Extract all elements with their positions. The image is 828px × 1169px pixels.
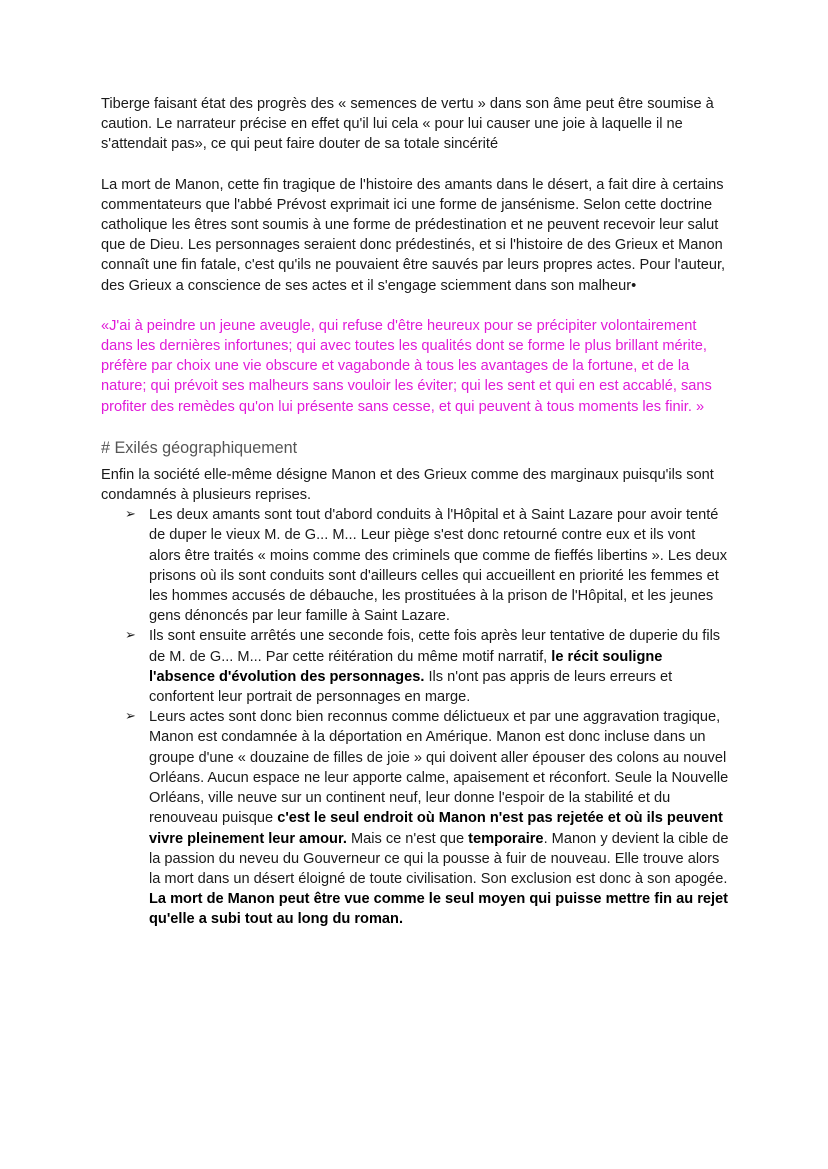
section-heading: # Exilés géographiquement — [101, 438, 298, 457]
document-page — [101, 94, 729, 930]
bullet-text: Mais ce n'est que — [346, 830, 469, 847]
list-item — [101, 626, 729, 707]
arrow-bullet-icon: ➢ — [125, 628, 136, 644]
list-item — [101, 505, 729, 626]
bullet-emphasis: temporaire — [468, 830, 544, 847]
bullet-text: Ils n'ont pas appris de leurs erreurs et confortent leur portrait de personnages en marge. — [149, 668, 673, 706]
bullet-emphasis: le récit souligne l'absence d'évolution des personnages. — [149, 648, 663, 685]
arrow-bullet-icon: ➢ — [125, 507, 136, 523]
arrow-bullet-icon: ➢ — [125, 709, 136, 725]
quote-prevost: «J'ai à peindre un jeune aveugle, qui refuse d'être heureux pour se précipiter volontairement dans les dernières infortunes; qui avec toutes les qualités dont se forme le plus brillant mérite, préfère par choix une vie obscure et vagabonde à tous les avantages de la fortune, et de la nature; qui prévoit ses malheurs sans vouloir les éviter; qui les sent et qui en est accablé, sans profiter des remèdes qu'on lui présente sans cesse, et qui peuvent à tous moments les finir. » — [101, 317, 712, 415]
bullet-text: Les deux amants sont tout d'abord conduits à l'Hôpital et à Saint Lazare pour avoir tenté de duper le vieux M. de G... M... Leur piège s'est donc retourné contre eux et ils vont alors être traités « moins comme des criminels que comme de fieffés libertins ». Les deux prisons où ils sont conduits sont d'ailleurs celles qui accueillent en priorité les femmes et les hommes accusés de débauche, les prostituées à la prison de l'Hôpital, et les jeunes gens dénoncés par leur famille à Saint Lazare. — [149, 507, 728, 625]
section-intro: Enfin la société elle-même désigne Manon et des Grieux comme des marginaux puisqu'ils sont condamnés à plusieurs reprises. — [101, 466, 714, 504]
bullet-text: . Manon y devient la cible de la passion du neveu du Gouverneur ce qui la pousse à fuir de nouveau. Elle trouve alors la mort dans un désert éloigné de toute civilisation. Son exclusion est donc à son apogée. — [149, 830, 729, 887]
bullet-text: Leurs actes sont donc bien reconnus comme délictueux et par une aggravation tragique, Manon est condamnée à la déportation en Amérique. Manon est donc incluse dans un groupe d'une « douzaine de filles de joie » qui doivent aller épouser des colons au nouvel Orléans. Aucun espace ne leur apporte calme, apaisement et réconfort. Seule la Nouvelle Orléans, ville neuve sur un continent neuf, leur donne l'espoir de la stabilité et du renouveau puisque — [149, 709, 729, 827]
paragraph-jansenisme: La mort de Manon, cette fin tragique de l'histoire des amants dans le désert, a fait dire à certains commentateurs que l'abbé Prévost exprimait ici une forme de jansénisme. Selon cette doctrine catholique les êtres sont soumis à une forme de prédestination et ne peuvent recevoir leur salut que de Dieu. Les personnages seraient donc prédestinés, et si l'histoire de des Grieux et Manon connaît une fin fatale, c'est qu'ils ne pouvaient être sauvés par leurs propres actes. Pour l'auteur, des Grieux a conscience de ses actes et il s'engage sciemment dans son malheur• — [101, 176, 726, 294]
bullet-emphasis: La mort de Manon peut être vue comme le seul moyen qui puisse mettre fin au rejet qu'elle a subi tout au long du roman. — [149, 891, 729, 928]
list-item — [101, 707, 729, 929]
bullet-emphasis: c'est le seul endroit où Manon n'est pas rejetée et où ils peuvent vivre pleinement leur amour. — [149, 810, 723, 847]
paragraph-tiberge: Tiberge faisant état des progrès des « semences de vertu » dans son âme peut être soumise à caution. Le narrateur précise en effet qu'il lui cela « pour lui causer une joie à laquelle il ne s'attendait pas», ce qui peut faire douter de sa totale sincérité — [101, 96, 714, 153]
bullet-text: Ils sont ensuite arrêtés une seconde fois, cette fois après leur tentative de duperie du fils de M. de G... M... Par cette réitération du même motif narratif, — [149, 628, 721, 665]
bullet-list — [101, 505, 729, 929]
